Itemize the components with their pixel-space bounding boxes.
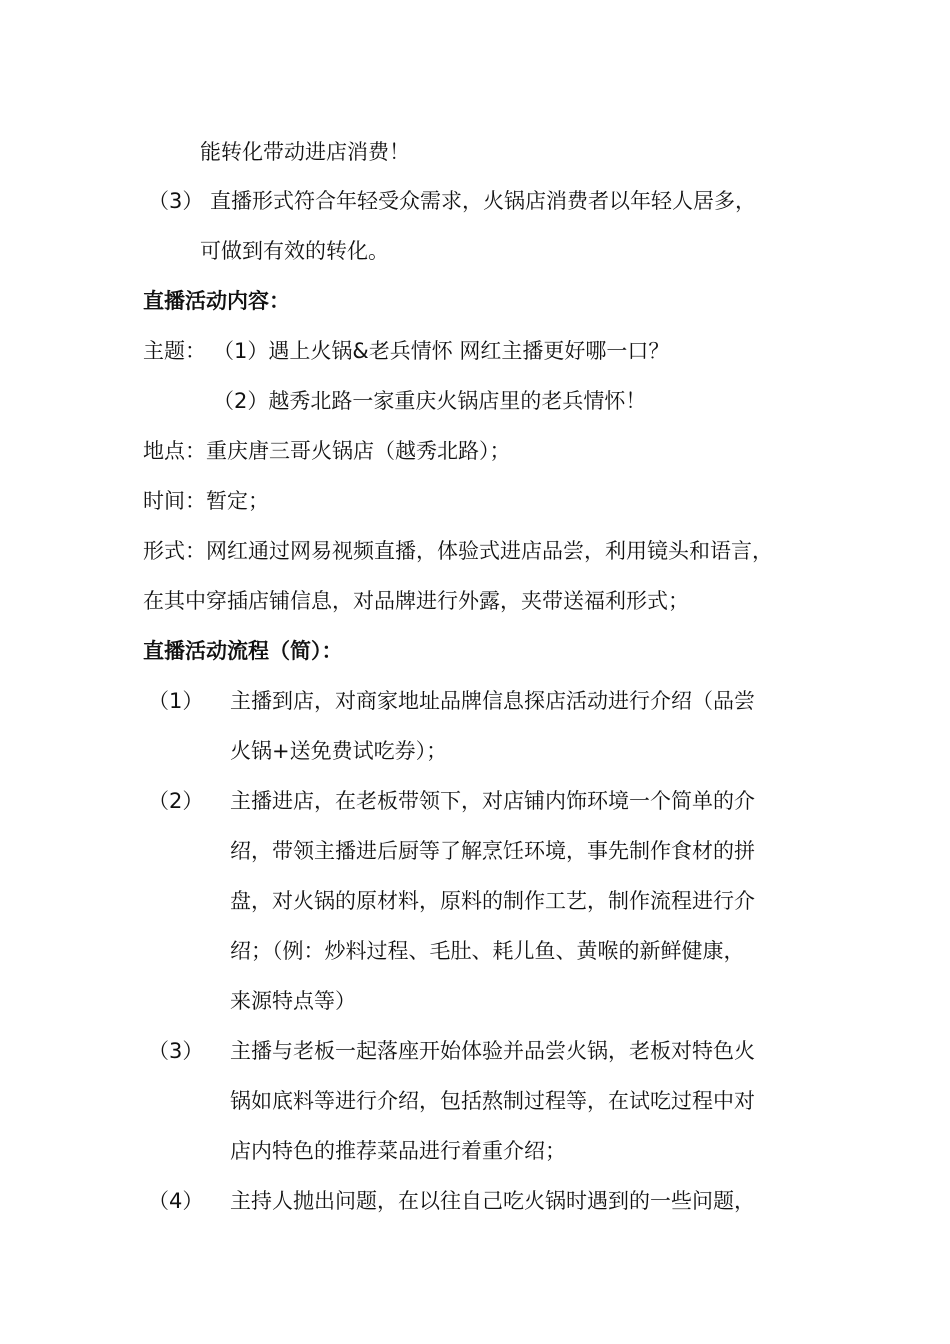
list-item-line: 来源特点等） bbox=[230, 989, 356, 1013]
list-item-line: 绍，带领主播进后厨等了解烹饪环境，事先制作食材的拼 bbox=[230, 839, 755, 863]
list-item-line: 主播与老板一起落座开始体验并品尝火锅，老板对特色火 bbox=[230, 1039, 755, 1063]
item-number: （2） bbox=[148, 789, 204, 813]
intro-line: 能转化带动进店消费！ bbox=[200, 140, 410, 164]
paragraph-line: 直播形式符合年轻受众需求，火锅店消费者以年轻人居多， bbox=[210, 189, 756, 213]
item-number: （3） bbox=[148, 1039, 204, 1063]
format-line: 形式：网红通过网易视频直播，体验式进店品尝，利用镜头和语言， bbox=[143, 539, 773, 563]
section-heading: 直播活动内容： bbox=[143, 289, 290, 313]
item-number: （3） bbox=[148, 189, 204, 213]
theme-item: （2）越秀北路一家重庆火锅店里的老兵情怀！ bbox=[213, 389, 647, 413]
theme-item: （1）遇上火锅&老兵情怀 网红主播更好哪一口？ bbox=[213, 339, 670, 363]
list-item-line: 店内特色的推荐菜品进行着重介绍； bbox=[230, 1139, 566, 1163]
location-line: 地点：重庆唐三哥火锅店（越秀北路）； bbox=[143, 439, 511, 463]
list-item-line: 绍；（例：炒料过程、毛肚、耗儿鱼、黄喉的新鲜健康， bbox=[230, 939, 745, 963]
item-number: （1） bbox=[148, 689, 204, 713]
list-item-line: 盘，对火锅的原材料，原料的制作工艺，制作流程进行介 bbox=[230, 889, 755, 913]
format-line: 在其中穿插店铺信息，对品牌进行外露，夹带送福利形式； bbox=[143, 589, 689, 613]
list-item-line: 火锅+送免费试吃券）； bbox=[230, 739, 448, 763]
list-item-line: 主播到店，对商家地址品牌信息探店活动进行介绍（品尝 bbox=[230, 689, 755, 713]
list-item-line: 主持人抛出问题，在以往自己吃火锅时遇到的一些问题， bbox=[230, 1189, 755, 1213]
list-item-line: 主播进店，在老板带领下，对店铺内饰环境一个简单的介 bbox=[230, 789, 755, 813]
item-number: （4） bbox=[148, 1189, 204, 1213]
list-item-line: 锅如底料等进行介绍，包括熬制过程等，在试吃过程中对 bbox=[230, 1089, 755, 1113]
paragraph-line: 可做到有效的转化。 bbox=[200, 239, 389, 263]
time-line: 时间：暂定； bbox=[143, 489, 269, 513]
section-heading: 直播活动流程（简）： bbox=[143, 639, 343, 663]
theme-label: 主题： bbox=[143, 339, 206, 363]
